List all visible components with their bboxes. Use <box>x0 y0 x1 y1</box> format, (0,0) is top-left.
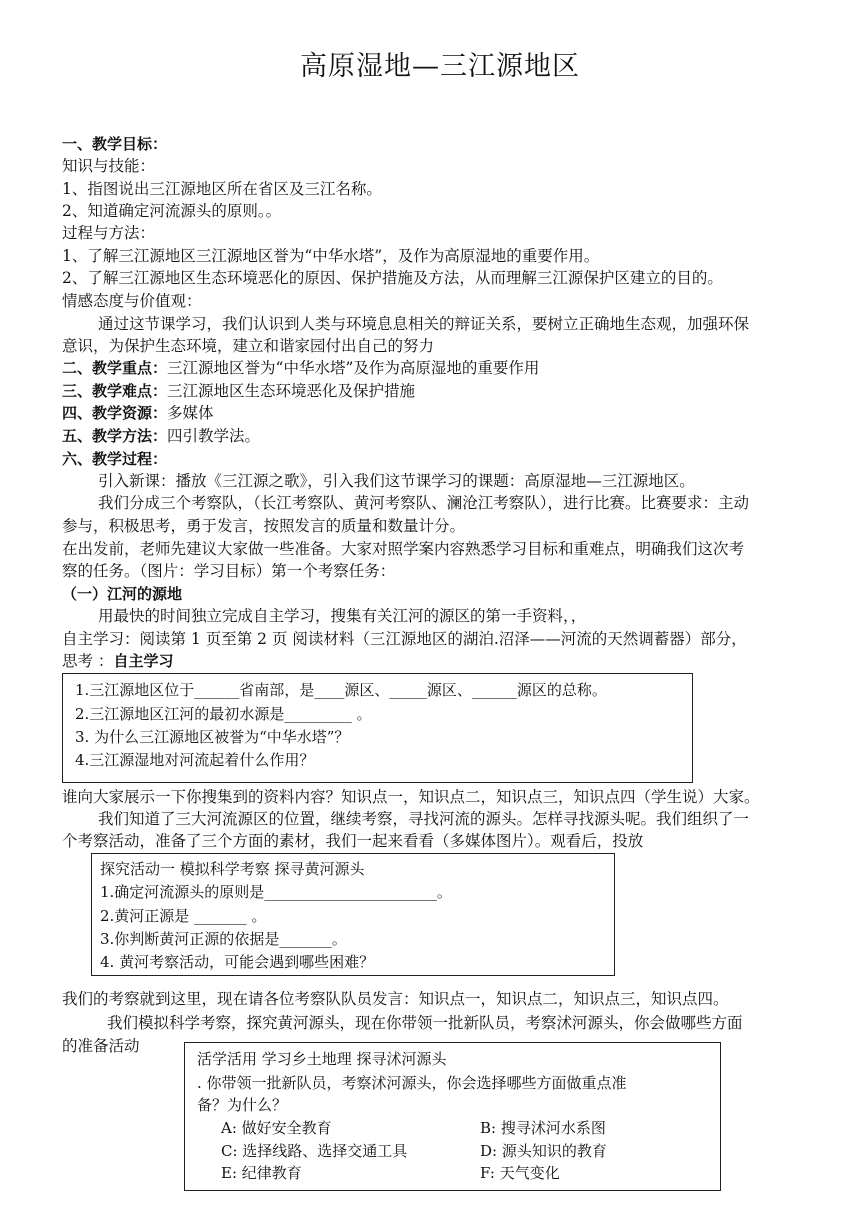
objective-p2: 2、了解三江源地区生态环境恶化的原因、保护措施及方法，从而理解三江源保护区建立的目的。 <box>62 269 723 287</box>
applied-learning-prompt-2: 备？为什么？ <box>197 1096 288 1114</box>
exploration-question-3: 3.你判断黄河正源的依据是_______。 <box>100 930 347 948</box>
subheading-knowledge: 知识与技能： <box>62 157 156 175</box>
process-line-7: 自主学习：阅读第 1 页至第 2 页 阅读材料（三江源地区的湖泊.沼泽——河流的天然调蓄器）部分， <box>62 630 747 648</box>
option-b: B: 搜寻沭河水系图 <box>480 1119 606 1137</box>
self-study-question-4: 4.三江源湿地对河流起着什么作用？ <box>75 751 315 769</box>
process-line-2: 我们分成三个考察队，（长江考察队、黄河考察队、澜沧江考察队），进行比赛。比赛要求：主动 <box>98 494 750 512</box>
self-study-box <box>62 673 693 783</box>
closing-line-3: 的准备活动 <box>62 1037 140 1055</box>
process-line-6: 用最快的时间独立完成自主学习，搜集有关江河的源区的第一手资料，， <box>98 607 587 625</box>
process-line-1: 引入新课：播放《三江源之歌》，引入我们这节课学习的课题：高原湿地—三江源地区。 <box>98 472 695 490</box>
exploration-activity-title: 探究活动一 模拟科学考察 探寻黄河源头 <box>100 860 365 878</box>
exploration-question-4: 4. 黄河考察活动，可能会遇到哪些困难？ <box>100 953 375 971</box>
option-c: C: 选择线路、选择交通工具 <box>221 1142 408 1160</box>
self-study-question-3: 3. 为什么三江源地区被誉为“中华水塔”？ <box>75 728 350 746</box>
option-e: E: 纪律教育 <box>221 1164 302 1182</box>
middle-line-2: 我们知道了三大河流源区的位置，继续考察，寻找河流的源头。怎样寻找源头呢。我们组织了一 <box>98 810 750 828</box>
process-line-8: 思考 ：自主学习 <box>62 652 174 670</box>
exploration-activity-box <box>91 853 615 976</box>
self-study-question-1: 1.三江源地区位于______省南部，是____源区、_____源区、______源区的总称。 <box>75 681 607 699</box>
exploration-question-1: 1.确定河流源头的原则是_______________________。 <box>100 883 452 901</box>
applied-learning-prompt-1: . 你带领一批新队员，考察沭河源头，你会选择哪些方面做重点准 <box>197 1074 627 1092</box>
closing-line-1: 我们的考察就到这里，现在请各位考察队队员发言：知识点一，知识点二，知识点三，知识点四。 <box>62 990 729 1008</box>
objective-k2: 2、知道确定河流源头的原则。。 <box>62 202 282 220</box>
section-methods: 五、教学方法：四引教学法。 <box>62 427 261 445</box>
middle-line-1: 谁向大家展示一下你搜集到的资料内容？知识点一，知识点二，知识点三，知识点四（学生说）大家。 <box>62 788 760 806</box>
process-line-3: 参与，积极思考，勇于发言，按照发言的质量和数量计分。 <box>62 517 466 535</box>
applied-learning-title: 活学活用 学习乡土地理 探寻沭河源头 <box>197 1050 447 1068</box>
objective-k1: 1、指图说出三江源地区所在省区及三江名称。 <box>62 180 382 198</box>
objective-p1: 1、了解三江源地区三江源地区誉为“中华水塔”，及作为高原湿地的重要作用。 <box>62 247 600 265</box>
subheading-process: 过程与方法： <box>62 224 156 242</box>
subsection-river-source: （一）江河的源地 <box>62 585 183 603</box>
process-line-5: 察的任务。（图片：学习目标）第一个考察任务： <box>62 562 396 580</box>
option-d: D: 源头知识的教育 <box>480 1142 607 1160</box>
section-objectives-heading: 一、教学目标： <box>62 135 168 153</box>
self-study-question-2: 2.三江源地区江河的最初水源是_________ 。 <box>75 705 372 723</box>
middle-line-3: 个考察活动，准备了三个方面的素材，我们一起来看看（多媒体图片）。观看后，投放 <box>62 832 644 850</box>
option-f: F: 天气变化 <box>480 1164 560 1182</box>
option-a: A: 做好安全教育 <box>221 1119 332 1137</box>
exploration-question-2: 2.黄河正源是 _______ 。 <box>100 907 267 925</box>
objective-e2: 意识，为保护生态环境，建立和谐家园付出自己的努力 <box>62 337 435 355</box>
closing-line-2: 我们模拟科学考察，探究黄河源头，现在你带领一批新队员，考察沭河源头，你会做哪些方面 <box>107 1014 743 1032</box>
section-key-points: 二、教学重点：三江源地区誉为“中华水塔”及作为高原湿地的重要作用 <box>62 359 540 377</box>
section-difficulties: 三、教学难点：三江源地区生态环境恶化及保护措施 <box>62 382 416 400</box>
section-resources: 四、教学资源：多媒体 <box>62 404 214 422</box>
document-title: 高原湿地—三江源地区 <box>300 51 580 82</box>
subheading-attitude: 情感态度与价值观： <box>62 292 202 310</box>
applied-learning-box <box>184 1042 721 1191</box>
objective-e1: 通过这节课学习，我们认识到人类与环境息息相关的辩证关系，要树立正确地生态观，加强环保 <box>98 315 750 333</box>
process-line-4: 在出发前，老师先建议大家做一些准备。大家对照学案内容熟悉学习目标和重难点，明确我们这次考 <box>62 540 745 558</box>
section-process-heading: 六、教学过程： <box>62 450 168 468</box>
